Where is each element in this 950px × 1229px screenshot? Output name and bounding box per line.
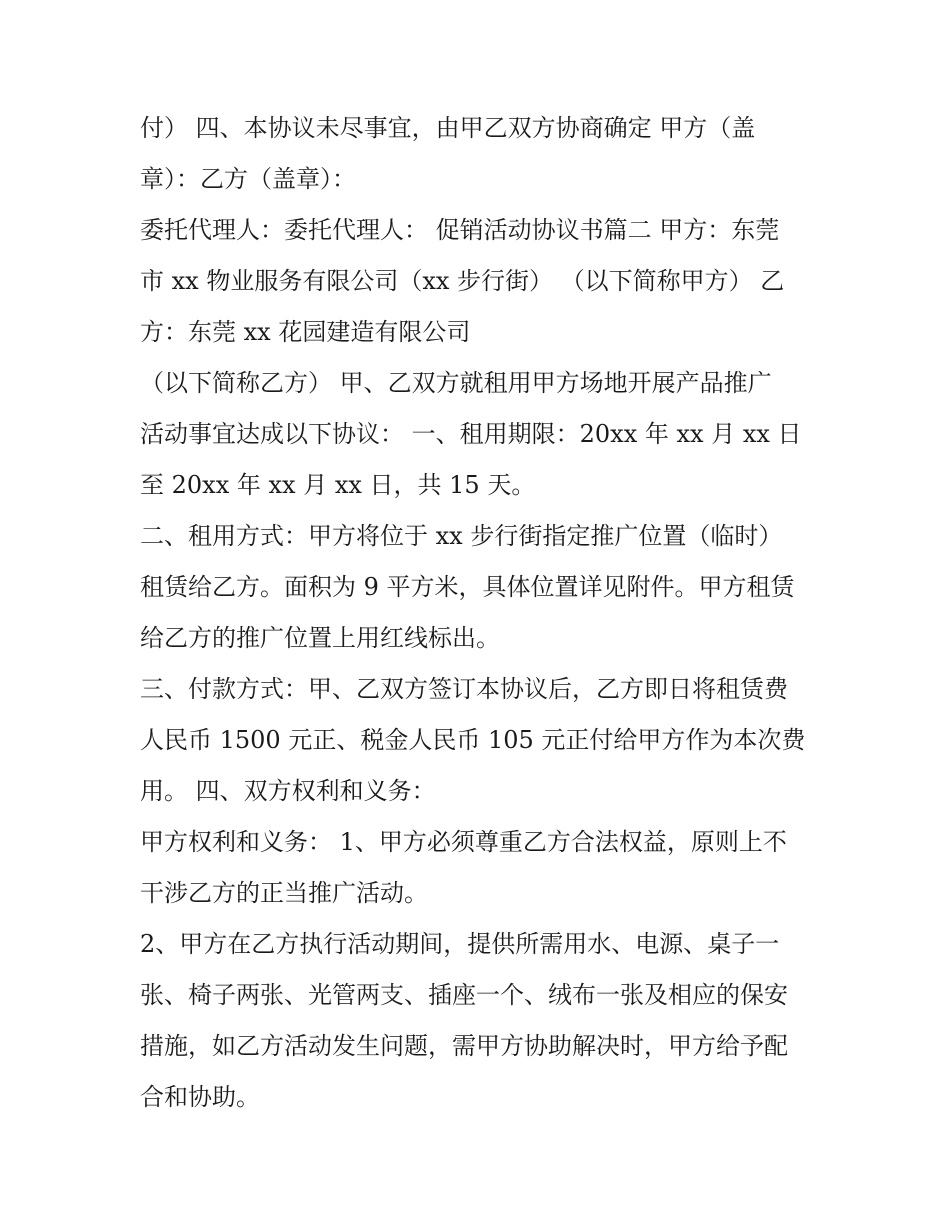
text-line: 人民币 1500 元正、税金人民币 105 元正付给甲方作为本次费 (140, 726, 806, 754)
text-line: 合和协助。 (140, 1083, 260, 1111)
text-line: 方：东莞 xx 花园建造有限公司 (140, 318, 471, 346)
text-line: 市 xx 物业服务有限公司（xx 步行街） （以下简称甲方） 乙 (140, 267, 785, 295)
agreement-body-text (140, 103, 820, 1123)
text-line: 干涉乙方的正当推广活动。 (140, 879, 428, 907)
text-line: 用。 四、双方权利和义务： (140, 777, 436, 805)
text-line: 租赁给乙方。面积为 9 平方米，具体位置详见附件。甲方租赁 (140, 573, 795, 601)
text-line: 给乙方的推广位置上用红线标出。 (140, 624, 500, 652)
text-line: 章）：乙方（盖章）： (140, 165, 356, 193)
text-line: 三、付款方式：甲、乙双方签订本协议后，乙方即日将租赁费 (140, 675, 788, 703)
text-line: （以下简称乙方） 甲、乙双方就租用甲方场地开展产品推广 (140, 369, 772, 397)
text-line: 甲方权利和义务： 1、甲方必须尊重乙方合法权益，原则上不 (140, 828, 787, 856)
text-line: 张、椅子两张、光管两支、插座一个、绒布一张及相应的保安 (140, 981, 788, 1009)
text-line: 至 20xx 年 xx 月 xx 日，共 15 天。 (140, 471, 536, 499)
text-line: 措施，如乙方活动发生问题，需甲方协助解决时，甲方给予配 (140, 1032, 788, 1060)
text-line: 二、租用方式：甲方将位于 xx 步行街指定推广位置（临时） (140, 522, 783, 550)
text-line: 活动事宜达成以下协议： 一、租用期限：20xx 年 xx 月 xx 日 (140, 420, 802, 448)
text-line: 2、甲方在乙方执行活动期间，提供所需用水、电源、桌子一 (140, 930, 780, 958)
text-line: 付） 四、本协议未尽事宜，由甲乙双方协商确定 甲方（盖 (140, 114, 756, 142)
text-line: 委托代理人：委托代理人： 促销活动协议书篇二 甲方：东莞 (140, 216, 780, 244)
